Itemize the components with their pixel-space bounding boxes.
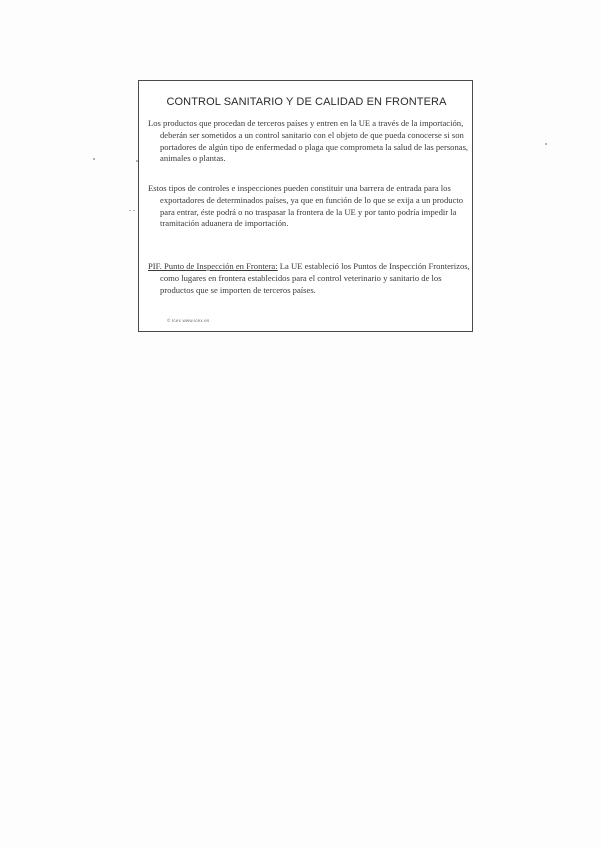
footer-mark: © Icex www.icex.es — [167, 318, 210, 323]
slide-frame — [138, 80, 473, 332]
pif-definition: La UE estableció los Puntos de Inspección Fronterizos, como lugares en frontera establecidos para el control veterinario y sanitario de los productos que se importen de terceros países. — [160, 261, 470, 295]
pif-term: PIF. Punto de Inspección en Frontera: — [148, 261, 278, 271]
scan-speck — [133, 210, 135, 211]
scan-speck — [93, 158, 95, 160]
paragraph-pif — [148, 261, 476, 296]
scan-speck — [545, 143, 547, 145]
scan-speck — [129, 210, 131, 211]
paragraph-products: Los productos que procedan de terceros países y entren en la UE a través de la importación, deberán ser sometidos a un control sanitario con el objeto de que pueda conocerse si son portadores de algún tipo de enfermedad o plaga que comprometa la salud de las personas, animales o plantas. — [148, 118, 469, 164]
paragraph-controls: Estos tipos de controles e inspecciones pueden constituir una barrera de entrada para los exportadores de determinados países, ya que en función de lo que se exija a un producto para entrar, éste podrá o no traspasar la frontera de la UE y por tanto podría impedir la tramitación aduanera de importación. — [148, 183, 464, 229]
slide-title: CONTROL SANITARIO Y DE CALIDAD EN FRONTERA — [166, 96, 447, 108]
